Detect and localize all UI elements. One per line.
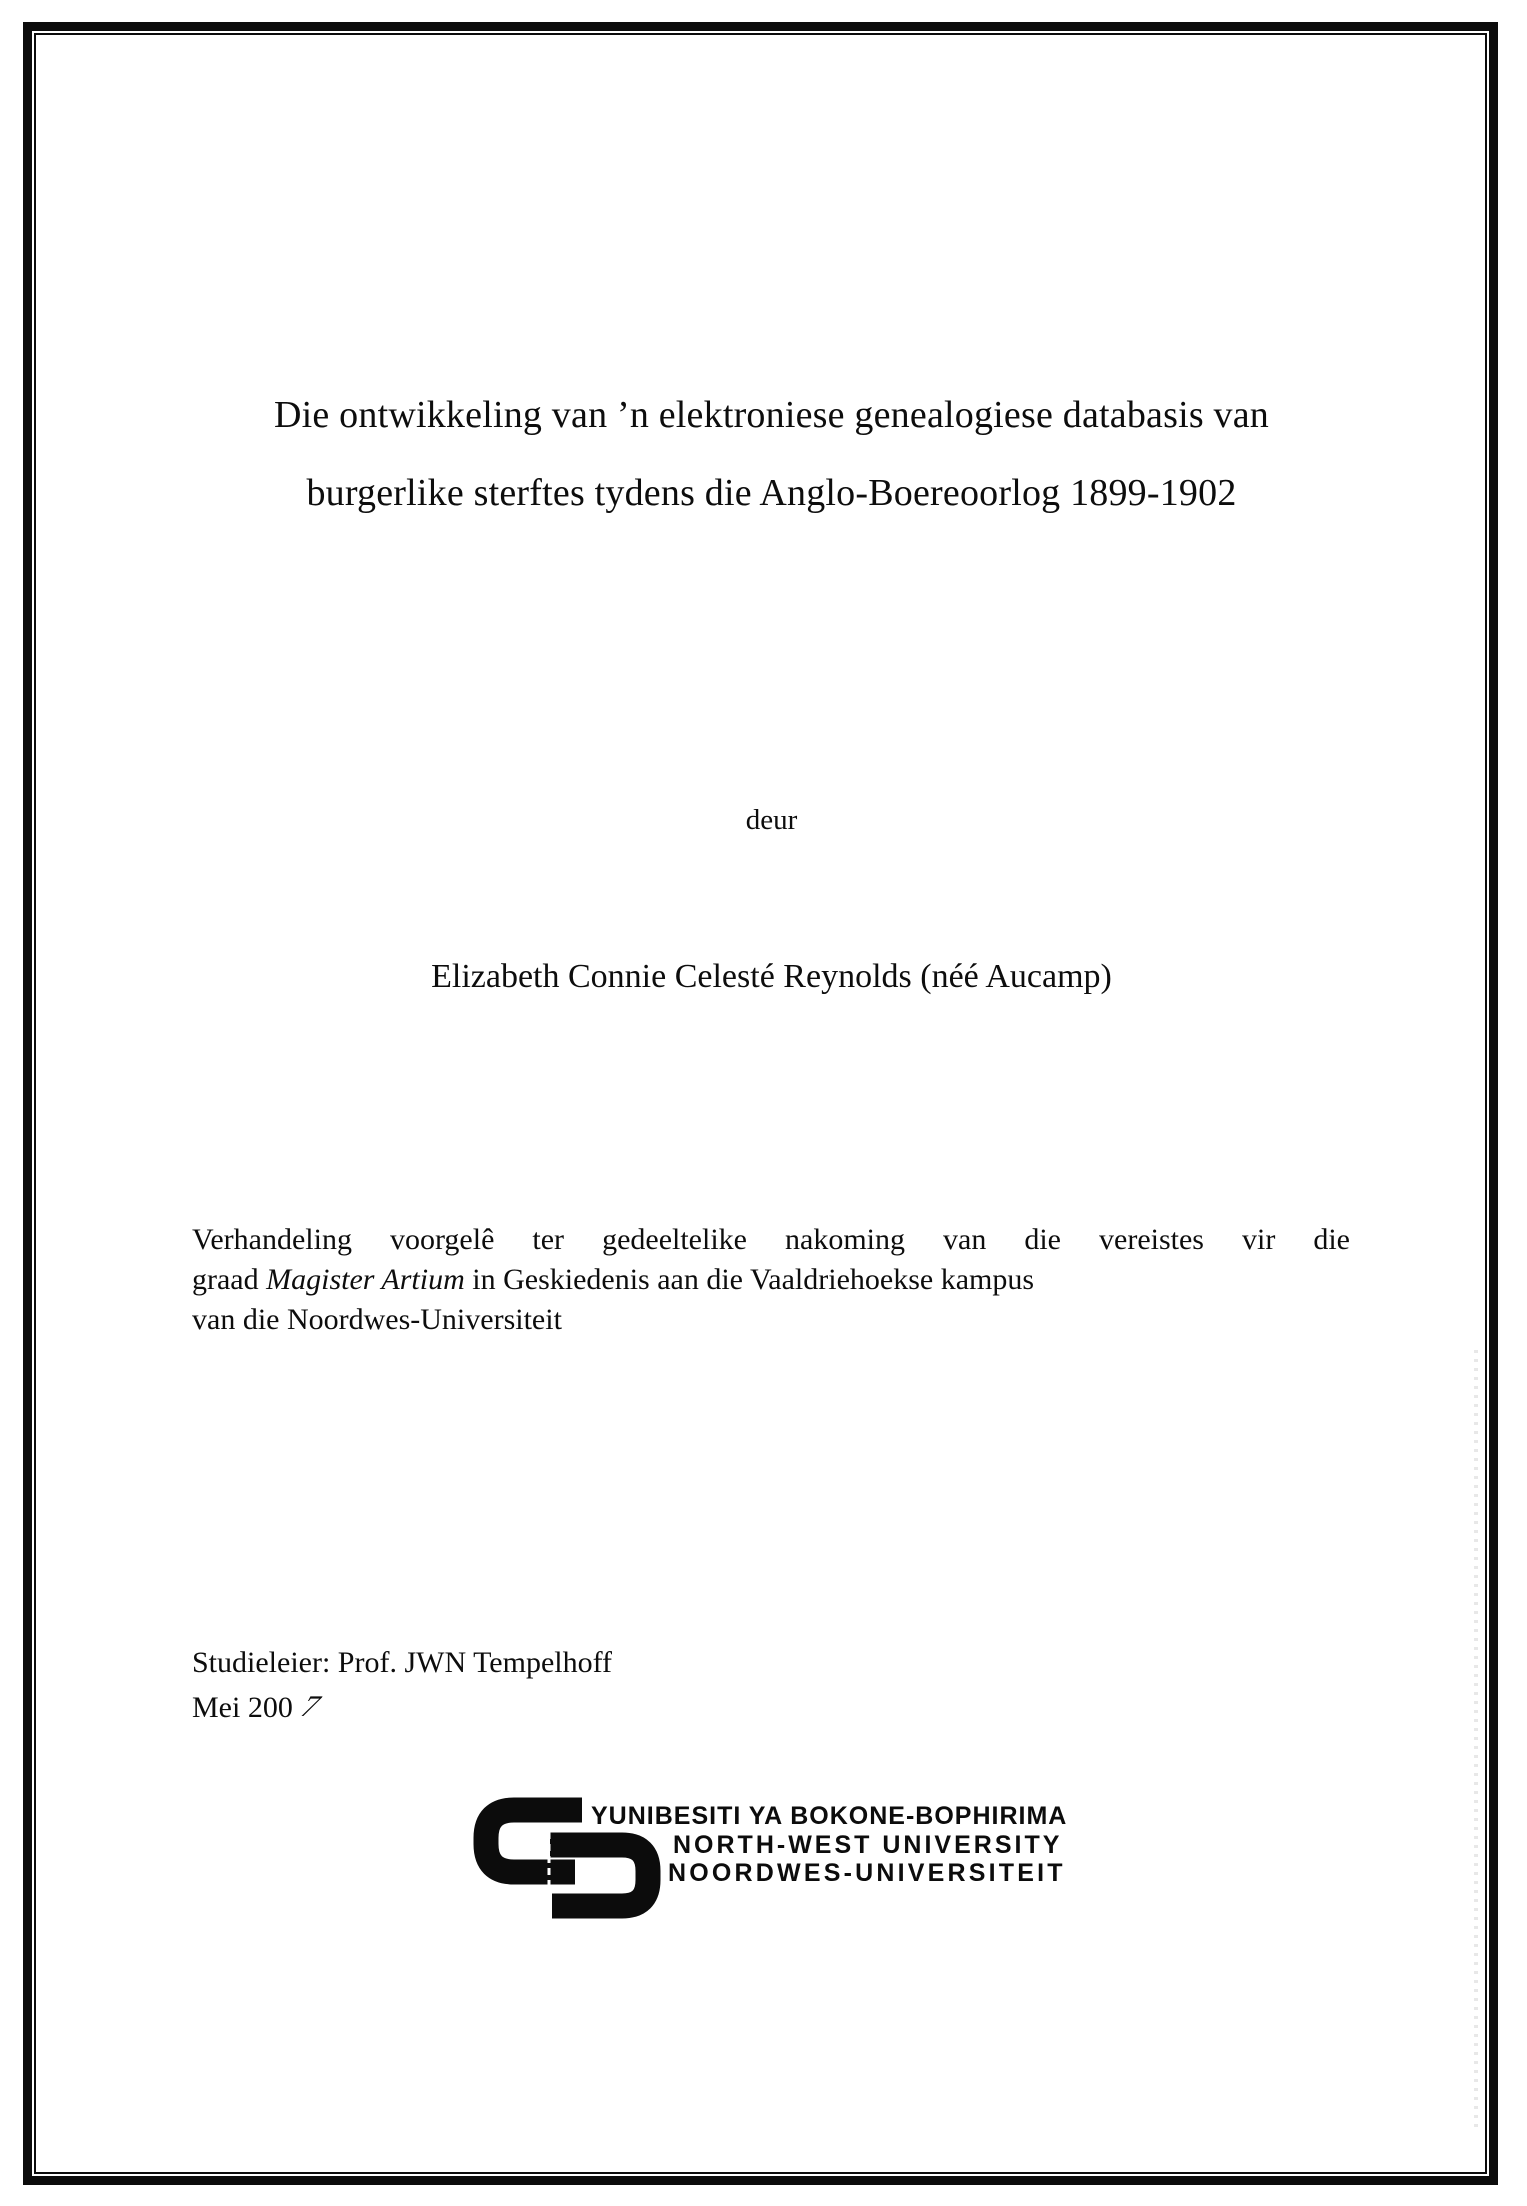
description-line2-suffix: in Geskiedenis aan die Vaaldriehoekse kampus [464,1263,1035,1296]
supervisor-line: Studieleier: Prof. JWN Tempelhoff [192,1646,613,1679]
university-logo [472,1796,1112,1936]
description-line1: Verhandeling voorgelê ter gedeeltelike nakoming van die vereistes vir die [192,1223,1350,1256]
author-name: Elizabeth Connie Celesté Reynolds (néé Aucamp) [431,958,1112,995]
logo-text-afrikaans: NOORDWES-UNIVERSITEIT [668,1859,1066,1887]
thesis-title-line2: burgerlike sterftes tydens die Anglo-Boereoorlog 1899-1902 [306,472,1237,514]
thesis-description [192,1220,1350,1340]
thesis-title-line1: Die ontwikkeling van ’n elektroniese genealogiese databasis van [274,394,1269,436]
logo-text-setswana: YUNIBESITI YA BOKONE-BOPHIRIMA [591,1802,1068,1830]
description-line2-prefix: graad [192,1263,267,1296]
date-line [192,1685,612,1730]
thesis-title [48,376,1495,532]
logo-text-english: NORTH-WEST UNIVERSITY [673,1831,1063,1859]
degree-name-italic: Magister Artium [266,1263,465,1296]
date-prefix: Mei 200 [192,1691,293,1724]
date-last-digit: 7 [294,1690,327,1723]
scan-noise-artifact [1474,1350,1478,2130]
supervisor-block [192,1640,612,1730]
description-line2 [192,1260,1350,1300]
description-line3: van die Noordwes-Universiteit [192,1303,562,1336]
byline-label: deur [745,804,798,836]
